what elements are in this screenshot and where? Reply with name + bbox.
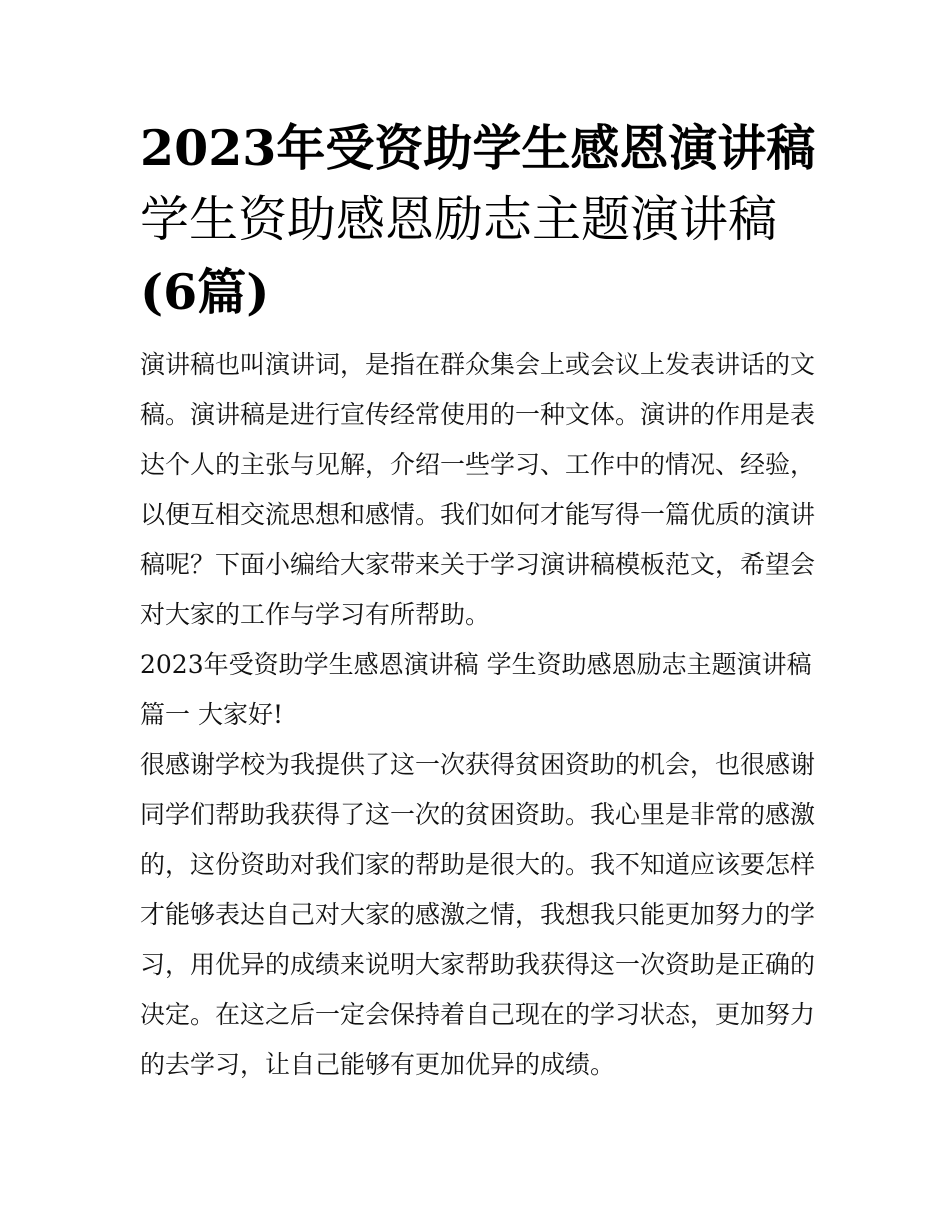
intro-paragraph <box>140 340 816 640</box>
title-line: 2023年受资助学生感恩演讲稿 <box>140 119 816 177</box>
text-line: 达个人的主张与见解，介绍一些学习、工作中的情况、经验， <box>140 450 816 479</box>
text-line: 才能够表达自己对大家的感激之情，我想我只能更加努力的学 <box>140 900 816 929</box>
document-page <box>140 112 816 1090</box>
text-line: 很感谢学校为我提供了这一次获得贫困资助的机会，也很感谢 <box>140 750 816 779</box>
text-line: 的去学习，让自己能够有更加优异的成绩。 <box>140 1050 616 1079</box>
title-line: 学生资助感恩励志主题演讲稿 <box>140 191 778 248</box>
document-title <box>140 112 816 328</box>
body-paragraph <box>140 740 816 1090</box>
title-line: (6篇) <box>140 263 270 321</box>
text-line: 习，用优异的成绩来说明大家帮助我获得这一次资助是正确的 <box>140 950 816 979</box>
text-line: 稿呢？下面小编给大家带来关于学习演讲稿模板范文，希望会 <box>140 550 816 579</box>
section-heading <box>140 640 812 740</box>
text-line: 篇一 大家好! <box>140 700 283 729</box>
text-line: 以便互相交流思想和感情。我们如何才能写得一篇优质的演讲 <box>140 500 816 529</box>
text-line: 决定。在这之后一定会保持着自己现在的学习状态，更加努力 <box>140 1000 816 1029</box>
text-line: 同学们帮助我获得了这一次的贫困资助。我心里是非常的感激 <box>140 800 816 829</box>
text-line: 的，这份资助对我们家的帮助是很大的。我不知道应该要怎样 <box>140 850 816 879</box>
text-line: 稿。演讲稿是进行宣传经常使用的一种文体。演讲的作用是表 <box>140 400 816 429</box>
text-line: 对大家的工作与学习有所帮助。 <box>140 600 491 629</box>
text-line: 2023年受资助学生感恩演讲稿 学生资助感恩励志主题演讲稿 <box>140 650 812 679</box>
text-line: 演讲稿也叫演讲词，是指在群众集会上或会议上发表讲话的文 <box>140 350 816 379</box>
